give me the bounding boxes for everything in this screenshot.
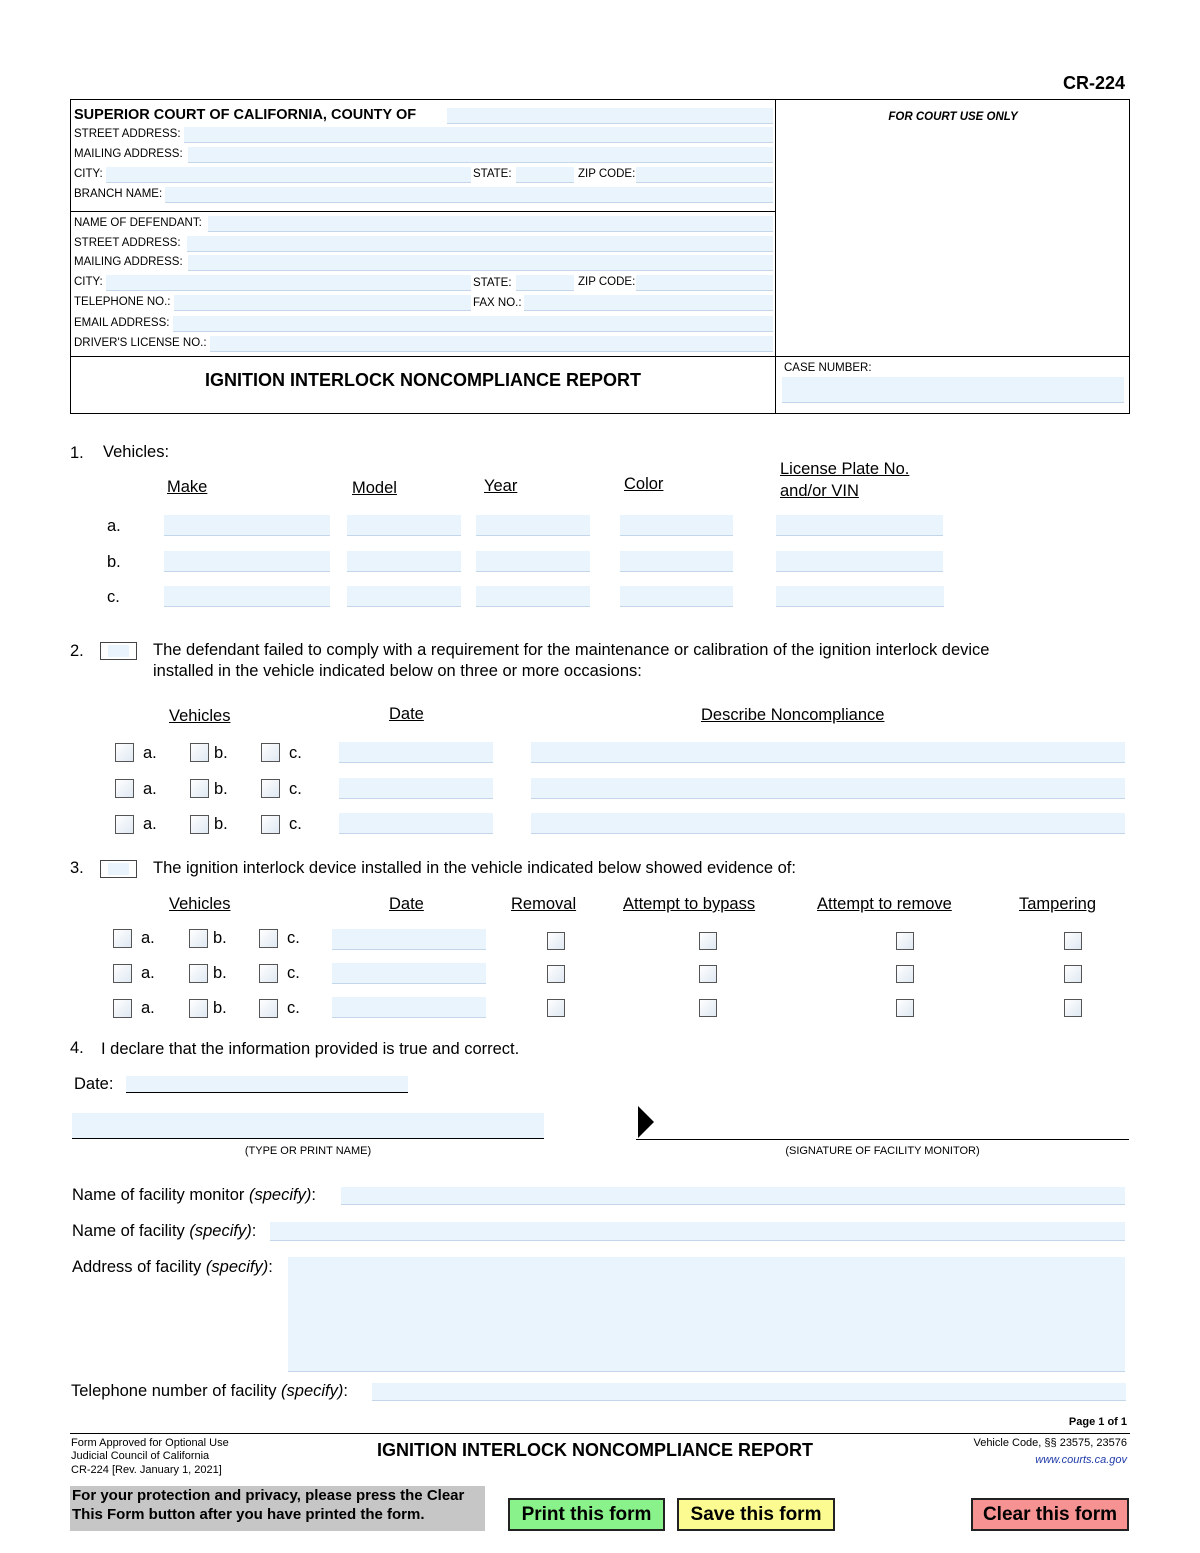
defendant-fax-label: FAX NO.: — [473, 297, 522, 309]
col-plate-line1: License Plate No. — [780, 460, 910, 478]
defendant-mailing-label: MAILING ADDRESS: — [74, 256, 183, 268]
defendant-name-field[interactable] — [208, 216, 773, 232]
s3-row2-vehicle-a-checkbox[interactable] — [113, 964, 132, 983]
section3-col-bypass: Attempt to bypass — [623, 895, 756, 913]
vehicle-c-plate[interactable] — [776, 586, 944, 607]
form-number: CR-224 — [1062, 73, 1125, 93]
caption-divider-court — [70, 211, 776, 212]
s3-row2-c-label: c. — [287, 964, 300, 982]
s3-row1-vehicle-b-checkbox[interactable] — [189, 929, 208, 948]
s3-row2-tampering-checkbox[interactable] — [1064, 965, 1082, 983]
defendant-zip-label: ZIP CODE: — [578, 276, 636, 288]
phone-specify: (specify) — [281, 1382, 344, 1400]
defendant-street-label: STREET ADDRESS: — [74, 237, 181, 249]
s3-row3-b-label: b. — [213, 999, 227, 1017]
defendant-state-field[interactable] — [516, 275, 574, 291]
vehicle-c-year[interactable] — [476, 586, 590, 607]
defendant-mailing-field[interactable] — [188, 255, 773, 271]
defendant-email-label: EMAIL ADDRESS: — [74, 317, 170, 329]
s3-row1-bypass-checkbox[interactable] — [699, 932, 717, 950]
s2-row2-c-label: c. — [289, 780, 302, 798]
vehicle-row-a-label: a. — [107, 517, 121, 535]
case-number-field[interactable] — [782, 377, 1124, 403]
print-form-button[interactable]: Print this form — [508, 1498, 665, 1531]
s3-row2-removal-checkbox[interactable] — [547, 965, 565, 983]
court-branch-label: BRANCH NAME: — [74, 188, 163, 200]
s3-row1-c-label: c. — [287, 929, 300, 947]
approved-line2: Judicial Council of California — [71, 1450, 210, 1462]
court-branch-field[interactable] — [165, 187, 773, 203]
vehicle-b-model[interactable] — [347, 551, 461, 572]
col-make: Make — [167, 478, 208, 496]
section3-checkbox[interactable] — [100, 860, 137, 878]
facility-name-label: Name of facility (specify): — [72, 1222, 257, 1240]
county-field[interactable] — [447, 108, 773, 124]
defendant-email-field[interactable] — [173, 316, 773, 332]
s3-row3-vehicle-c-checkbox[interactable] — [259, 999, 278, 1018]
vehicle-c-model[interactable] — [347, 586, 461, 607]
s3-row1-a-label: a. — [141, 929, 155, 947]
col-year: Year — [484, 477, 518, 495]
court-mailing-field[interactable] — [188, 147, 773, 163]
section3-col-remove: Attempt to remove — [817, 895, 952, 913]
s2-row2-b-label: b. — [214, 780, 228, 798]
court-mailing-label: MAILING ADDRESS: — [74, 148, 183, 160]
s2-row2-vehicle-b-checkbox[interactable] — [190, 779, 209, 798]
facility-phone-field[interactable] — [372, 1383, 1126, 1401]
save-form-button[interactable]: Save this form — [677, 1498, 835, 1531]
section2-checkbox[interactable] — [100, 642, 137, 660]
s3-row3-c-label: c. — [287, 999, 300, 1017]
s2-row3-vehicle-a-checkbox[interactable] — [115, 815, 134, 834]
s3-row1-date-field[interactable] — [332, 929, 486, 950]
section2-number: 2. — [70, 642, 84, 660]
privacy-notice — [70, 1486, 485, 1531]
section4-text: I declare that the information provided is true and correct. — [101, 1040, 520, 1058]
court-zip-label: ZIP CODE: — [578, 168, 636, 180]
vehicle-c-make[interactable] — [164, 586, 330, 607]
monitor-specify: (specify) — [248, 1186, 312, 1204]
footer-title: IGNITION INTERLOCK NONCOMPLIANCE REPORT — [377, 1440, 813, 1460]
case-number-label: CASE NUMBER: — [784, 362, 872, 374]
signature-line[interactable] — [636, 1139, 1129, 1140]
s2-row2-date-field[interactable] — [339, 778, 493, 799]
s2-row3-vehicle-b-checkbox[interactable] — [190, 815, 209, 834]
court-state-label: STATE: — [473, 168, 512, 180]
print-name-caption: (TYPE OR PRINT NAME) — [244, 1145, 372, 1157]
facility-specify: (specify) — [189, 1222, 252, 1240]
court-zip-field[interactable] — [636, 167, 773, 183]
defendant-city-field[interactable] — [106, 275, 471, 291]
section3-col-vehicles: Vehicles — [169, 895, 231, 913]
s2-row1-describe-field[interactable] — [531, 742, 1125, 763]
s2-row3-a-label: a. — [143, 815, 157, 833]
section3-col-tampering: Tampering — [1019, 895, 1097, 913]
court-label: SUPERIOR COURT OF CALIFORNIA, COUNTY OF — [74, 107, 417, 123]
s3-row2-bypass-checkbox[interactable] — [699, 965, 717, 983]
court-use-label: FOR COURT USE ONLY — [888, 111, 1018, 123]
s3-row2-remove-checkbox[interactable] — [896, 965, 914, 983]
s3-row3-vehicle-a-checkbox[interactable] — [113, 999, 132, 1018]
s2-row1-b-label: b. — [214, 744, 228, 762]
section2-col-vehicles: Vehicles — [169, 707, 231, 725]
clear-form-button[interactable]: Clear this form — [971, 1498, 1129, 1531]
vehicle-a-year[interactable] — [476, 515, 590, 536]
court-street-field[interactable] — [184, 127, 773, 143]
defendant-name-label: NAME OF DEFENDANT: — [74, 217, 202, 229]
s3-row1-b-label: b. — [213, 929, 227, 947]
declaration-date-field[interactable] — [126, 1076, 408, 1093]
defendant-phone-label: TELEPHONE NO.: — [74, 296, 171, 308]
col-model: Model — [352, 479, 397, 497]
caption-divider-title — [70, 356, 1130, 357]
caption-divider-vertical — [775, 99, 776, 414]
s3-row1-remove-checkbox[interactable] — [896, 932, 914, 950]
s2-row1-vehicle-a-checkbox[interactable] — [115, 743, 134, 762]
approved-line1: Form Approved for Optional Use — [71, 1437, 229, 1449]
courts-website-link[interactable]: www.courts.ca.gov — [1035, 1454, 1127, 1466]
s3-row3-date-field[interactable] — [332, 997, 486, 1018]
section2-col-describe: Describe Noncompliance — [701, 706, 885, 724]
s3-row2-a-label: a. — [141, 964, 155, 982]
section2-text-line1: The defendant failed to comply with a requirement for the maintenance or calibration of the ignition interlock device — [153, 641, 990, 659]
s3-row3-bypass-checkbox[interactable] — [699, 999, 717, 1017]
s3-row1-vehicle-c-checkbox[interactable] — [259, 929, 278, 948]
section1-number: 1. — [70, 444, 84, 462]
section1-label: Vehicles: — [103, 443, 170, 461]
signature-caption: (SIGNATURE OF FACILITY MONITOR) — [785, 1145, 980, 1157]
defendant-street-field[interactable] — [187, 236, 773, 252]
s3-row3-remove-checkbox[interactable] — [896, 999, 914, 1017]
facility-address-label: Address of facility (specify): — [72, 1258, 273, 1276]
defendant-license-field[interactable] — [210, 336, 773, 352]
signature-arrow-icon — [636, 1104, 656, 1140]
s2-row2-a-label: a. — [143, 780, 157, 798]
facility-address-label-text: Address of facility — [72, 1258, 202, 1276]
defendant-fax-field[interactable] — [524, 295, 773, 311]
s3-row3-a-label: a. — [141, 999, 155, 1017]
court-city-label: CITY: — [74, 168, 103, 180]
s2-row1-a-label: a. — [143, 744, 157, 762]
facility-name-field[interactable] — [270, 1222, 1125, 1241]
s2-row3-c-label: c. — [289, 815, 302, 833]
print-name-field[interactable] — [72, 1113, 544, 1139]
vehicle-b-make[interactable] — [164, 551, 330, 572]
s2-row1-vehicle-b-checkbox[interactable] — [190, 743, 209, 762]
declaration-date-label: Date: — [74, 1075, 114, 1093]
vehicle-a-model[interactable] — [347, 515, 461, 536]
vehicle-b-plate[interactable] — [776, 551, 943, 572]
section4-number: 4. — [70, 1039, 84, 1057]
section3-number: 3. — [70, 859, 84, 877]
section3-col-date: Date — [389, 895, 424, 913]
privacy-line2: This Form button after you have printed the form. — [72, 1506, 425, 1523]
s3-row2-vehicle-b-checkbox[interactable] — [189, 964, 208, 983]
s3-row2-b-label: b. — [213, 964, 227, 982]
vehicle-b-year[interactable] — [476, 551, 590, 572]
s2-row2-vehicle-a-checkbox[interactable] — [115, 779, 134, 798]
vehicle-a-make[interactable] — [164, 515, 330, 536]
defendant-phone-field[interactable] — [174, 295, 471, 311]
vehicle-a-plate[interactable] — [776, 515, 943, 536]
court-state-field[interactable] — [516, 167, 574, 183]
s3-row3-removal-checkbox[interactable] — [547, 999, 565, 1017]
vehicle-row-b-label: b. — [107, 553, 121, 571]
vehicle-row-c-label: c. — [107, 588, 120, 606]
monitor-name-label: Name of facility monitor (specify): — [72, 1186, 316, 1204]
col-color: Color — [624, 475, 664, 493]
court-street-label: STREET ADDRESS: — [74, 128, 181, 140]
facility-phone-label-text: Telephone number of facility — [71, 1382, 277, 1400]
facility-phone-label: Telephone number of facility (specify): — [71, 1382, 348, 1400]
s3-row1-vehicle-a-checkbox[interactable] — [113, 929, 132, 948]
privacy-line1: For your protection and privacy, please press the Clear — [72, 1487, 465, 1504]
vehicle-b-color[interactable] — [620, 551, 733, 572]
monitor-name-label-text: Name of facility monitor — [72, 1186, 245, 1204]
s2-row1-date-field[interactable] — [339, 742, 493, 763]
section2-col-date: Date — [389, 705, 424, 723]
s2-row3-vehicle-c-checkbox[interactable] — [261, 815, 280, 834]
address-specify: (specify) — [205, 1258, 269, 1276]
s2-row2-vehicle-c-checkbox[interactable] — [261, 779, 280, 798]
facility-address-field[interactable] — [288, 1257, 1125, 1372]
court-city-field[interactable] — [106, 167, 471, 183]
s2-row1-c-label: c. — [289, 744, 302, 762]
page-number: Page 1 of 1 — [1068, 1416, 1127, 1428]
form-title: IGNITION INTERLOCK NONCOMPLIANCE REPORT — [205, 370, 641, 390]
defendant-zip-field[interactable] — [636, 275, 773, 291]
section3-col-removal: Removal — [511, 895, 577, 913]
s2-row1-vehicle-c-checkbox[interactable] — [261, 743, 280, 762]
defendant-state-label: STATE: — [473, 277, 512, 289]
s2-row3-date-field[interactable] — [339, 813, 493, 834]
s3-row2-date-field[interactable] — [332, 963, 486, 984]
section2-text-line2: installed in the vehicle indicated below on three or more occasions: — [153, 662, 642, 680]
facility-name-label-text: Name of facility — [72, 1222, 185, 1240]
s3-row1-tampering-checkbox[interactable] — [1064, 932, 1082, 950]
vehicle-a-color[interactable] — [620, 515, 733, 536]
defendant-city-label: CITY: — [74, 276, 103, 288]
footer-rule — [70, 1433, 1130, 1434]
monitor-name-field[interactable] — [341, 1187, 1125, 1205]
s3-row1-removal-checkbox[interactable] — [547, 932, 565, 950]
s3-row3-tampering-checkbox[interactable] — [1064, 999, 1082, 1017]
col-plate-line2: and/or VIN — [780, 482, 859, 500]
s2-row3-describe-field[interactable] — [531, 813, 1125, 834]
defendant-license-label: DRIVER'S LICENSE NO.: — [74, 337, 207, 349]
s3-row3-vehicle-b-checkbox[interactable] — [189, 999, 208, 1018]
vehicle-code: Vehicle Code, §§ 23575, 23576 — [973, 1437, 1127, 1449]
s2-row2-describe-field[interactable] — [531, 778, 1125, 799]
s3-row2-vehicle-c-checkbox[interactable] — [259, 964, 278, 983]
vehicle-c-color[interactable] — [620, 586, 733, 607]
s2-row3-b-label: b. — [214, 815, 228, 833]
approved-line3: CR-224 [Rev. January 1, 2021] — [71, 1464, 222, 1476]
section3-text: The ignition interlock device installed in the vehicle indicated below showed evidence of: — [153, 859, 796, 877]
